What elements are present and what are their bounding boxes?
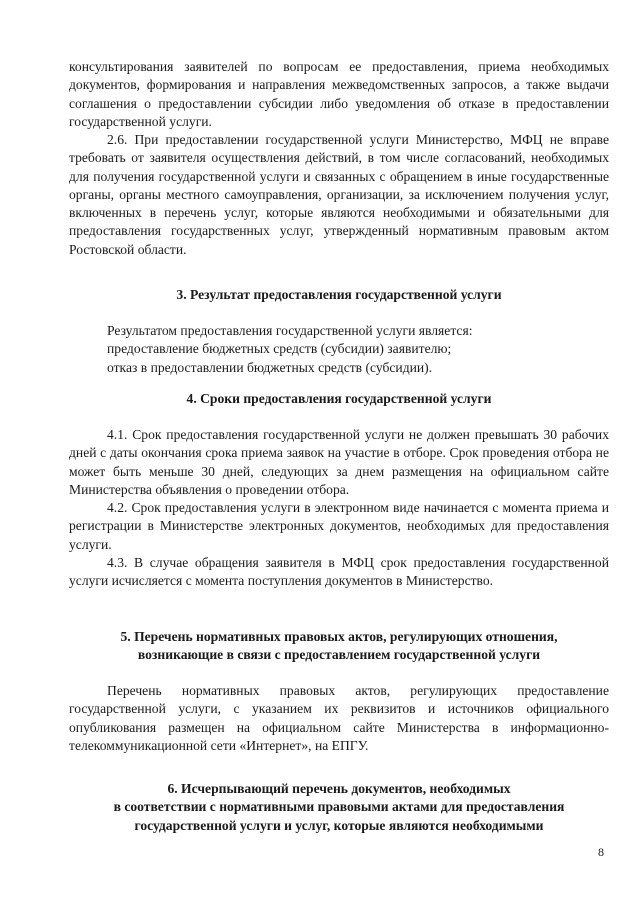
paragraph-4-3: 4.3. В случае обращения заявителя в МФЦ срок предоставления государственной услуги исчисляется с момента поступления документов в Министерство. (69, 555, 609, 589)
heading-section-5 (69, 628, 609, 665)
paragraph-5-text: Перечень нормативных правовых актов, регулирующих предоставление государственной услуги, с указанием их реквизитов и источников официального опубликования размещен на официальном сайте Министерства в информационно-телекоммуникационной сети «Интернет», на ЕПГУ. (69, 683, 609, 753)
paragraph-top (69, 58, 609, 131)
paragraph-5 (69, 682, 609, 755)
heading-section-6-line-3: государственной услуги и услуг, которые являются необходимыми (134, 817, 544, 833)
paragraph-top-text: консультирования заявителей по вопросам ее предоставления, приема необходимых документов, формирования и направления межведомственных запросов, а также выдачи соглашения о предоставлении субсидии либо уведомления об отказе в предоставлении государственной услуги. (69, 59, 609, 129)
heading-section-3: 3. Результат предоставления государственной услуги (176, 287, 502, 302)
section-3-list (107, 322, 607, 377)
section-3-line-3: отказ в предоставлении бюджетных средств (субсидии). (107, 359, 433, 375)
paragraph-2-6-text: 2.6. При предоставлении государственной услуги Министерство, МФЦ не вправе требовать от заявителя осуществления действий, в том числе согласований, необходимых для получения государственной услуги и связанных с обращением в иные государственные органы, органы местного самоуправления, организации, за исключением получения услуг, включенных в перечень услуг, которые являются необходимыми и обязательными для предоставления государственных услуг, утвержденный нормативным правовым актом Ростовской области. (69, 132, 609, 257)
paragraph-4-1: 4.1. Срок предоставления государственной услуги не должен превышать 30 рабочих дней с даты окончания срока приема заявок на участие в отборе. Срок проведения отбора не может быть меньше 30 дней, следующих за днем размещения на официальном сайте Министерства объявления о проведении отбора. (69, 427, 609, 497)
paragraph-4-2: 4.2. Срок предоставления услуги в электронном виде начинается с момента приема и регистрации в Министерстве электронных документов, необходимых для предоставления услуги. (69, 500, 609, 552)
heading-section-6 (69, 780, 609, 835)
paragraph-2-6 (69, 131, 609, 259)
heading-section-6-line-2: в соответствии с нормативными правовыми актами для предоставления (113, 799, 565, 815)
section-3-line-1: Результатом предоставления государственной услуги является: (107, 323, 473, 338)
heading-section-4: 4. Сроки предоставления государственной услуги (186, 391, 492, 406)
page-number: 8 (598, 845, 604, 859)
heading-section-6-line-1: 6. Исчерпывающий перечень документов, необходимых (167, 781, 511, 796)
section-3-line-2: предоставление бюджетных средств (субсидии) заявителю; (107, 341, 452, 357)
section-4-body (69, 426, 609, 591)
heading-section-5-line-1: 5. Перечень нормативных правовых актов, регулирующих отношения, (120, 629, 558, 644)
heading-section-5-line-2: возникающие в связи с предоставлением государственной услуги (137, 647, 541, 663)
